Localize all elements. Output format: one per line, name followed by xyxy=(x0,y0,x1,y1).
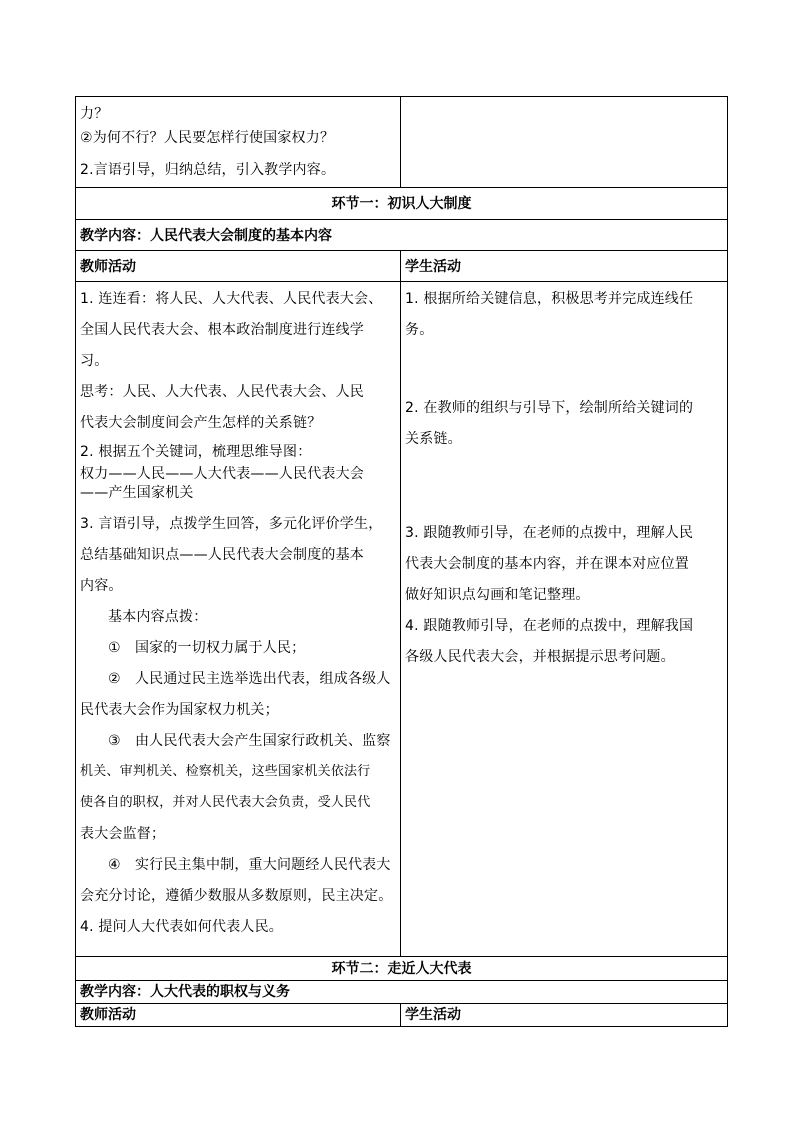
text-line: 全国人民代表大会、根本政治制度进行连线学 xyxy=(80,322,364,338)
activity-body-row xyxy=(75,282,728,957)
text-line: 使各自的职权，并对人民代表大会负责，受人民代 xyxy=(80,795,371,810)
text-line: ① 国家的一切权力属于人民； xyxy=(108,640,306,656)
teacher-activity-header: 教师活动 xyxy=(80,259,136,275)
section-title: 环节二：走近人大代表 xyxy=(331,961,472,977)
text-line: 代表大会制度间会产生怎样的关系链？ xyxy=(80,415,322,431)
content-label-row xyxy=(75,981,728,1004)
text-line: 3. 跟随教师引导，在老师的点拨中，理解人民 xyxy=(405,525,694,541)
activity-header-row xyxy=(75,251,728,282)
text-line: 2.言语引导，归纳总结，引入教学内容。 xyxy=(80,162,336,178)
text-line: 总结基础知识点——人民代表大会制度的基本 xyxy=(80,547,364,563)
section-title-row xyxy=(75,188,728,220)
text-line: ② 人民通过民主选举选出代表，组成各级人 xyxy=(108,671,391,687)
text-line: ②为何不行？人民要怎样行使国家权力？ xyxy=(80,130,335,146)
student-activity-header: 学生活动 xyxy=(405,1007,461,1023)
lesson-plan-table xyxy=(75,96,728,1027)
text-line: 4. 跟随教师引导，在老师的点拨中，理解我国 xyxy=(405,618,694,634)
text-line: 关系链。 xyxy=(405,431,462,447)
content-label: 教学内容：人大代表的职权与义务 xyxy=(80,984,290,1000)
text-line: 4. 提问人大代表如何代表人民。 xyxy=(80,919,284,935)
text-line: 内容。 xyxy=(80,578,123,594)
text-line: 机关、审判机关、检察机关，这些国家机关依法行 xyxy=(80,764,371,779)
activity-header-row xyxy=(75,1004,728,1027)
student-activity-cell xyxy=(401,282,727,956)
text-line: 会充分讨论，遵循少数服从多数原则，民主决定。 xyxy=(80,888,393,904)
text-line: 做好知识点勾画和笔记整理。 xyxy=(405,587,590,603)
text-line: 思考：人民、人大代表、人民代表大会、人民 xyxy=(80,384,364,400)
text-line: 权力——人民——人大代表——人民代表大会 xyxy=(80,466,364,482)
teacher-activity-header: 教师活动 xyxy=(80,1007,136,1023)
section-title-row xyxy=(75,957,728,981)
continuation-row xyxy=(75,96,728,188)
text-line: 2. 根据五个关键词，梳理思维导图： xyxy=(80,444,312,460)
text-line: 力？ xyxy=(80,106,109,122)
text-line: 1. 连连看：将人民、人大代表、人民代表大会、 xyxy=(80,291,383,307)
section-title: 环节一：初识人大制度 xyxy=(331,196,472,212)
text-line: 3. 言语引导，点拨学生回答，多元化评价学生， xyxy=(80,516,383,532)
continuation-teacher-cell xyxy=(76,97,401,187)
text-line: 2. 在教师的组织与引导下，绘制所给关键词的 xyxy=(405,400,694,416)
continuation-student-cell xyxy=(401,97,727,187)
text-line: ——产生国家机关 xyxy=(80,485,194,501)
text-line: 习。 xyxy=(80,353,109,369)
teacher-activity-cell xyxy=(76,282,401,956)
text-line: 表大会监督； xyxy=(80,826,166,842)
text-line: 民代表大会作为国家权力机关； xyxy=(80,702,279,718)
text-line: ③ 由人民代表大会产生国家行政机关、监察 xyxy=(108,733,391,749)
text-line: 务。 xyxy=(405,322,434,338)
student-activity-header: 学生活动 xyxy=(405,259,461,275)
content-label-row xyxy=(75,220,728,251)
text-line: 基本内容点拨： xyxy=(108,609,208,625)
content-label: 教学内容：人民代表大会制度的基本内容 xyxy=(80,228,332,244)
text-line: 1. 根据所给关键信息，积极思考并完成连线任 xyxy=(405,291,694,307)
text-line: 代表大会制度的基本内容，并在课本对应位置 xyxy=(405,556,689,572)
text-line: 各级人民代表大会，并根据提示思考问题。 xyxy=(405,649,675,665)
text-line: ④ 实行民主集中制，重大问题经人民代表大 xyxy=(108,857,391,873)
